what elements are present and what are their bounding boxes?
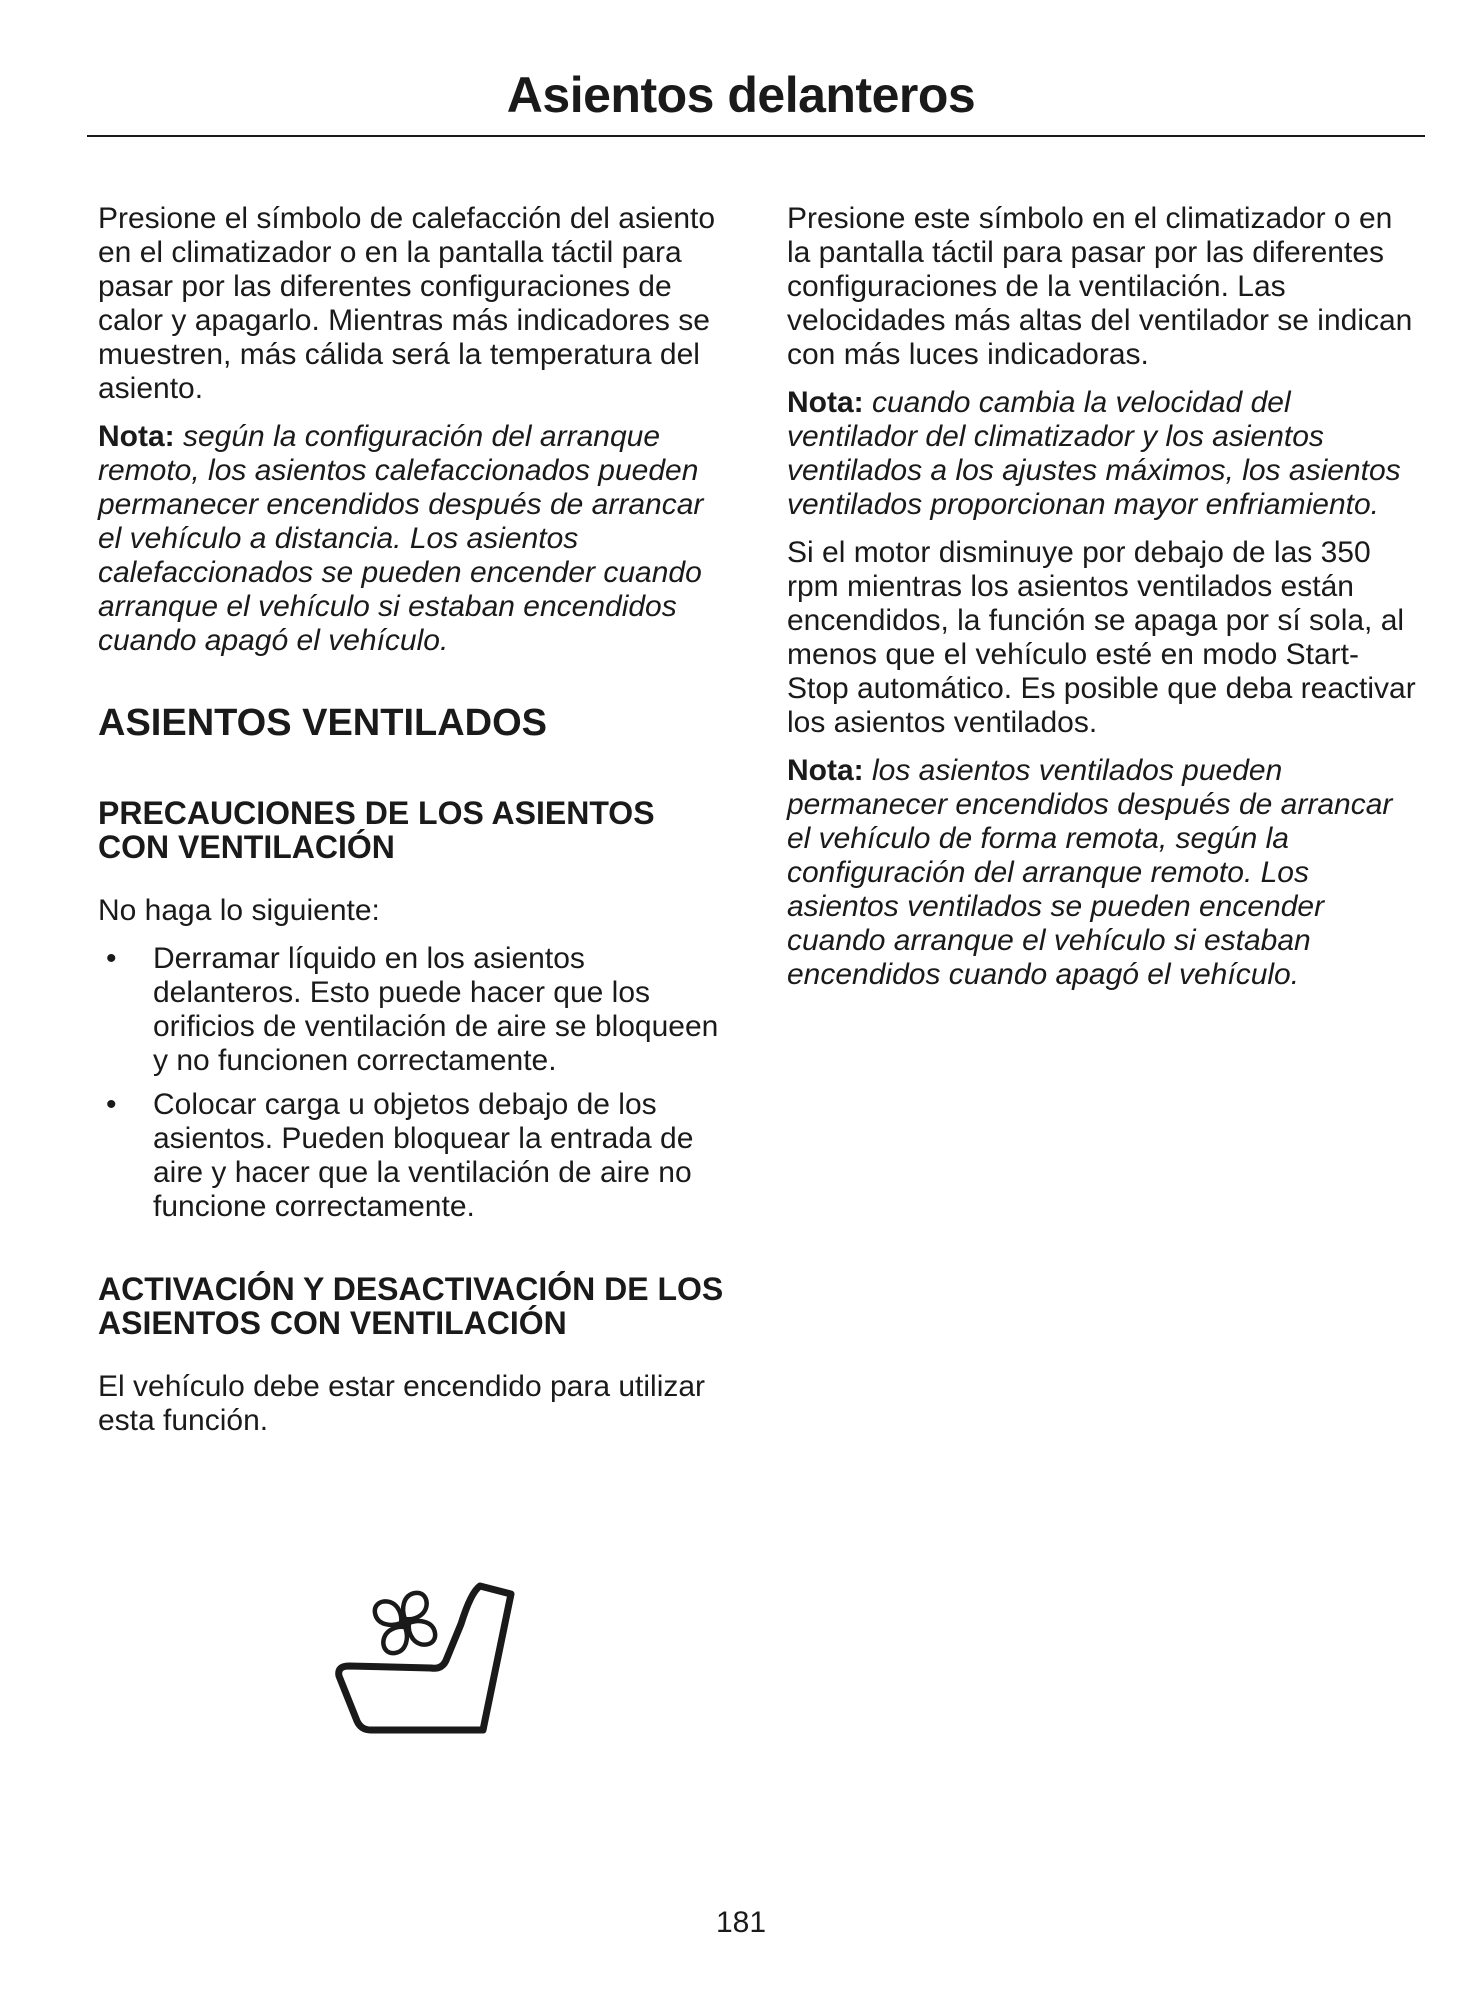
bullet: • <box>106 1088 117 1121</box>
page-title: Asientos delanteros <box>506 67 976 123</box>
section-title-ventilated-seats: ASIENTOS VENTILADOS <box>98 702 548 744</box>
left-column <box>98 202 726 1452</box>
note-remote-start-ventilated <box>787 754 1417 992</box>
note-text: según la configuración del arranque remoto, los asientos calefaccionados pueden permanecer encendidos después de arrancar el vehículo a distancia. Los asientos calefaccionados se pueden encender cuando arranque el vehículo si estaban encendidos cuando apagó el vehículo. <box>98 420 704 657</box>
title-divider <box>87 135 1425 137</box>
list-item <box>98 942 726 1078</box>
heated-seat-paragraph: Presione el símbolo de calefacción del asiento en el climatizador o en la pantalla táctil para pasar por las diferentes configuraciones de calor y apagarlo. Mientras más indicadores se muestren, más cálida será la temperatura del asiento. <box>98 202 716 405</box>
note-label: Nota: <box>98 420 175 453</box>
subsection-title-activation: ACTIVACIÓN Y DESACTIVACIÓN DE LOS ASIENTOS CON VENTILACIÓN <box>98 1271 724 1341</box>
note-text: los asientos ventilados pueden permanecer encendidos después de arrancar el vehículo de forma remota, según la configuración del arranque remoto. Los asientos ventilados se pueden encender cuando arranque el vehículo si estaban encendidos cuando apagó el vehículo. <box>787 754 1393 991</box>
ventilated-seat-icon <box>335 1578 525 1740</box>
list-item-text: Derramar líquido en los asientos delanteros. Esto puede hacer que los orificios de ventilación de aire se bloqueen y no funcionen correctamente. <box>153 942 719 1077</box>
fan-speed-paragraph: Presione este símbolo en el climatizador o en la pantalla táctil para pasar por las diferentes configuraciones de la ventilación. Las velocidades más altas del ventilador se indican con más luces indicadoras. <box>787 202 1413 371</box>
list-item-text: Colocar carga u objetos debajo de los asientos. Pueden bloquear la entrada de aire y hacer que la ventilación de aire no funcione correctamente. <box>153 1088 694 1223</box>
note-text: cuando cambia la velocidad del ventilador del climatizador y los asientos ventilados a los ajustes máximos, los asientos ventilados proporcionan mayor enfriamiento. <box>787 386 1401 521</box>
note-remote-start-heated <box>98 420 726 658</box>
note-label: Nota: <box>787 386 864 419</box>
activation-paragraph: El vehículo debe estar encendido para utilizar esta función. <box>98 1370 706 1437</box>
page-number: 181 <box>715 1906 767 1939</box>
note-label: Nota: <box>787 754 864 787</box>
bullet: • <box>106 942 117 975</box>
note-max-cooling <box>787 386 1417 522</box>
list-item <box>98 1088 726 1224</box>
precautions-intro: No haga lo siguiente: <box>98 894 380 927</box>
subsection-title-precautions: PRECAUCIONES DE LOS ASIENTOS CON VENTILACIÓN <box>98 795 655 865</box>
engine-rpm-paragraph: Si el motor disminuye por debajo de las 350 rpm mientras los asientos ventilados están encendidos, la función se apaga por sí sola, al menos que el vehículo esté en modo Start-Stop automático. Es posible que deba reactivar los asientos ventilados. <box>787 536 1416 739</box>
right-column <box>787 202 1417 1006</box>
precautions-list <box>98 942 726 1224</box>
